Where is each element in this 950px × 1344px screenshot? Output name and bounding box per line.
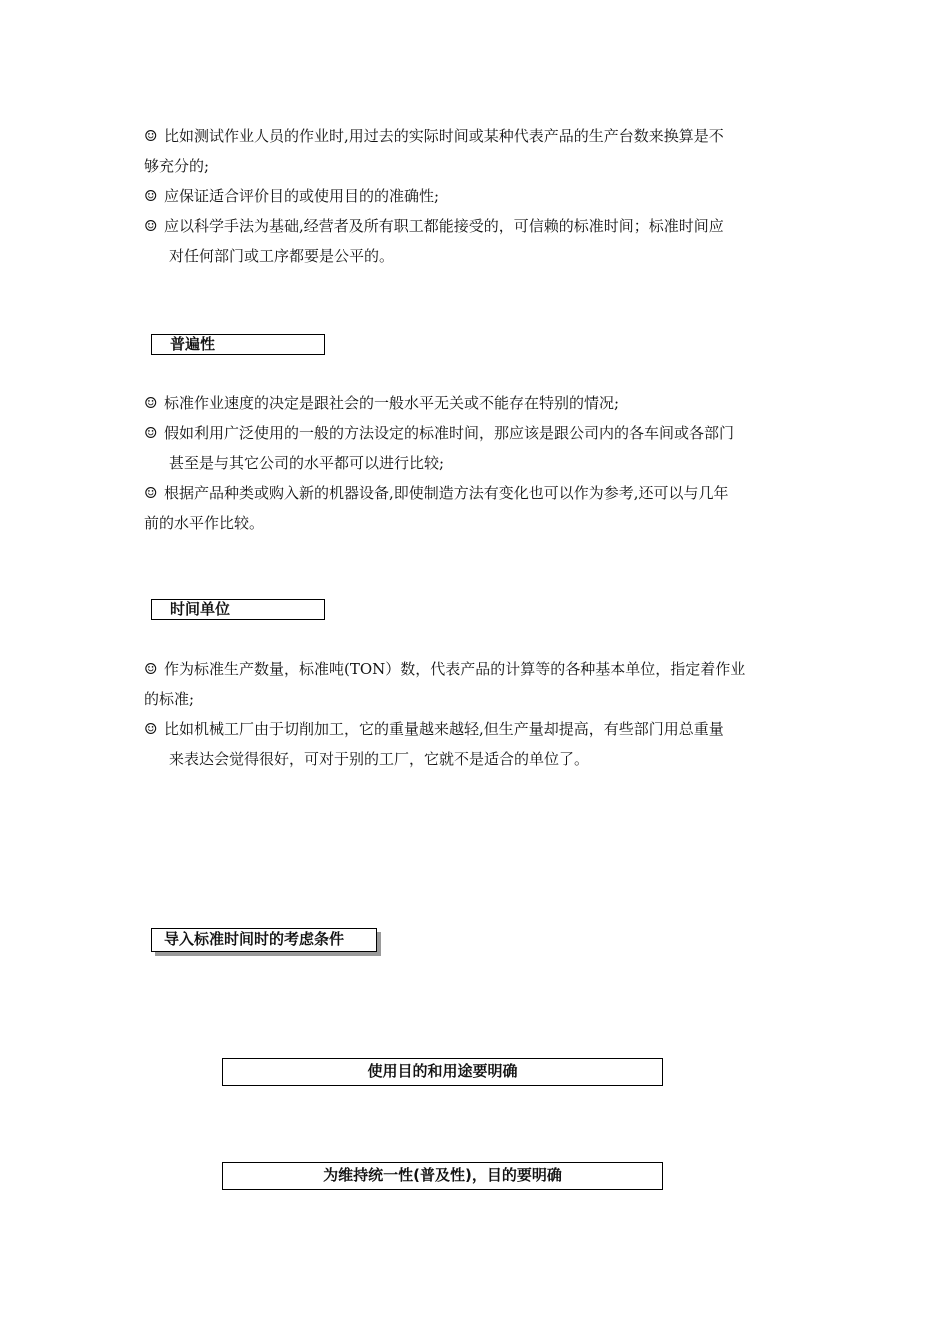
smiley-icon: ☺	[144, 484, 158, 502]
bullet-line: ☺ 根据产品种类或购入新的机器设备,即使制造方法有变化也可以作为参考,还可以与几年	[144, 478, 808, 508]
bullet-paragraph	[144, 654, 808, 714]
bullet-line-continued: 前的水平作比较。	[144, 514, 265, 532]
bullet-line: ☺ 比如机械工厂由于切削加工，它的重量越来越轻,但生产量却提高，有些部门用总重量	[144, 714, 808, 744]
bullet-line: ☺ 应保证适合评价目的或使用目的的准确性;	[144, 181, 808, 211]
bullet-line: ☺ 比如测试作业人员的作业时,用过去的实际时间或某种代表产品的生产台数来换算是不	[144, 121, 808, 151]
bullet-paragraph	[144, 478, 808, 538]
smiley-icon: ☺	[144, 660, 158, 678]
smiley-icon: ☺	[144, 394, 158, 412]
smiley-icon: ☺	[144, 424, 158, 442]
bullet-line-continued: 对任何部门或工序都要是公平的。	[169, 247, 395, 265]
bullet-paragraph	[144, 211, 808, 271]
bullet-line: ☺ 标准作业速度的决定是跟社会的一般水平无关或不能存在特别的情况;	[144, 388, 808, 418]
section-heading-box: 普遍性	[151, 334, 325, 355]
bullet-line-continued: 够充分的;	[144, 157, 210, 175]
bullet-line-continued: 的标准;	[144, 690, 195, 708]
section-heading-shadow-box: 导入标准时间时的考虑条件	[151, 928, 377, 952]
bullet-paragraph	[144, 181, 808, 211]
condition-box-purpose: 使用目的和用途要明确	[222, 1058, 663, 1086]
smiley-icon: ☺	[144, 217, 158, 235]
smiley-icon: ☺	[144, 720, 158, 738]
smiley-icon: ☺	[144, 127, 158, 145]
condition-box-uniformity: 为维持统一性(普及性)，目的要明确	[222, 1162, 663, 1190]
bullet-line-continued: 来表达会觉得很好，可对于别的工厂，它就不是适合的单位了。	[169, 750, 590, 768]
bullet-line-continued: 甚至是与其它公司的水平都可以进行比较;	[169, 454, 445, 472]
bullet-paragraph	[144, 714, 808, 774]
bullet-paragraph	[144, 418, 808, 478]
smiley-icon: ☺	[144, 187, 158, 205]
bullet-line: ☺ 作为标准生产数量，标准吨(TON）数，代表产品的计算等的各种基本单位，指定着作业	[144, 654, 808, 684]
bullet-paragraph	[144, 121, 808, 181]
section-heading-box: 时间单位	[151, 599, 325, 620]
bullet-line: ☺ 假如利用广泛使用的一般的方法设定的标准时间，那应该是跟公司内的各车间或各部门	[144, 418, 808, 448]
bullet-paragraph	[144, 388, 808, 418]
bullet-line: ☺ 应以科学手法为基础,经营者及所有职工都能接受的，可信赖的标准时间；标准时间应	[144, 211, 808, 241]
